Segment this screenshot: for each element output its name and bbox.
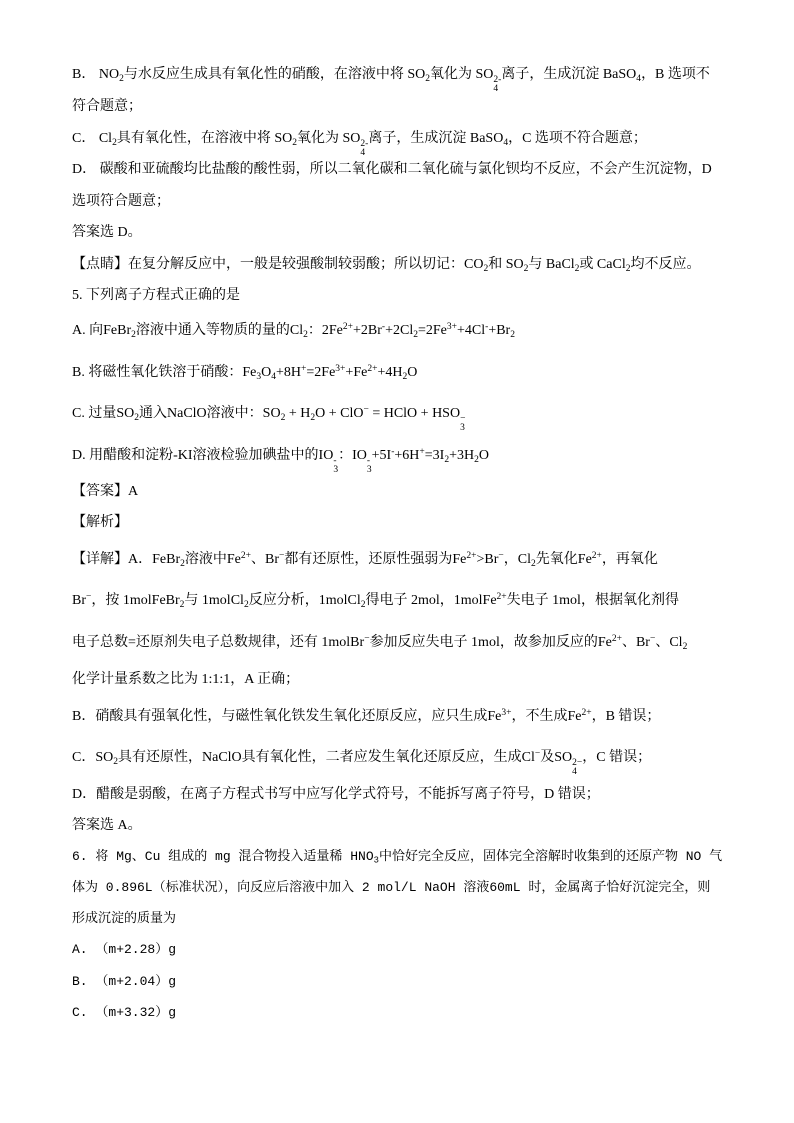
q5-option-d <box>72 446 489 475</box>
subscript: 2 <box>243 599 249 610</box>
q5-detail-option-c <box>72 748 652 777</box>
text-run: B． NO <box>72 67 120 82</box>
q6-stem-line-2 <box>72 878 710 898</box>
text-run: 化学计量系数之比为 1:1:1，A 正确； <box>72 672 300 687</box>
text-run: ，不生成Fe <box>511 709 582 724</box>
superscript: − <box>279 550 285 561</box>
subscript: 2 <box>523 263 529 274</box>
q4-tip <box>72 255 700 275</box>
text-run: +5I <box>371 448 392 463</box>
text-run: 、Br <box>251 552 280 567</box>
superscript: 2+ <box>342 321 354 332</box>
text-run: B．硝酸具有强氧化性，与磁性氧化铁发生氧化还原反应，应只生成Fe <box>72 709 502 724</box>
subscript: 2 <box>310 412 316 423</box>
text-run: 溶液中通入等物质的量的Cl <box>135 323 304 338</box>
q6-option-c <box>72 1003 176 1023</box>
subscript: 4 <box>271 371 276 382</box>
q5-answer <box>72 482 138 502</box>
subscript: 2 <box>134 412 139 423</box>
subscript: 2 <box>180 558 185 569</box>
text-run: 形成沉淀的质量为 <box>72 911 177 926</box>
superscript: - <box>381 321 386 332</box>
text-run: 具有氧化性，在溶液中将 SO <box>116 131 293 146</box>
q5-detail-option-d <box>72 785 600 805</box>
text-run: 离子，生成沉淀 BaSO <box>501 67 637 82</box>
subscript: 2 <box>402 371 408 382</box>
text-run: ，Cl <box>503 552 532 567</box>
text-run: 电子总数=还原剂失电子总数规律，还有 1molBr <box>72 635 365 650</box>
superscript: + <box>301 363 307 374</box>
subscript: 2 <box>292 137 298 148</box>
subscript: 2 <box>531 558 536 569</box>
text-run: A. （m+2.28）g <box>72 942 177 957</box>
superscript: 3+ <box>446 321 458 332</box>
subscript: 2 <box>131 329 136 340</box>
text-run: 与 BaCl <box>528 257 575 272</box>
text-run: 【详解】A．FeBr <box>72 552 181 567</box>
q5-option-b <box>72 363 417 383</box>
text-run: 氧化为 SO <box>297 131 361 146</box>
q5-detail-line-2 <box>72 591 679 611</box>
text-run: +4Cl <box>457 323 486 338</box>
q5-conclusion <box>72 816 142 836</box>
superscript: 2+ <box>240 550 252 561</box>
subscript: 2 <box>574 263 580 274</box>
subscript: 3 <box>333 464 339 475</box>
q5-analysis-label <box>72 513 128 533</box>
subscript: 4 <box>636 73 642 84</box>
subscript: 2 <box>444 454 450 465</box>
superscript: 2- <box>360 139 369 150</box>
text-run: =3I <box>424 448 445 463</box>
text-run: 和 SO <box>488 257 524 272</box>
subscript: 3 <box>373 855 379 866</box>
text-run: 答案选 A。 <box>72 818 142 833</box>
superscript: 2- <box>493 75 502 86</box>
text-run: +3H <box>449 448 475 463</box>
text-run: ：IO <box>338 448 367 463</box>
text-run: 选项符合题意； <box>72 194 170 209</box>
subscript: 3 <box>366 464 372 475</box>
text-run: B. （m+2.04）g <box>72 974 177 989</box>
text-run: +Br <box>488 323 511 338</box>
superscript: − <box>364 633 370 644</box>
text-run: +6H <box>394 448 420 463</box>
text-run: 及SO <box>540 750 573 765</box>
text-run: D. 用醋酸和淀粉-KI溶液检验加碘盐中的IO <box>72 448 334 463</box>
text-run: ，C 选项不符合题意； <box>508 131 647 146</box>
superscript: - <box>391 446 395 457</box>
subscript: 2 <box>413 329 418 340</box>
charge-index-stack <box>572 759 582 777</box>
subscript: 3 <box>256 371 262 382</box>
text-run: C． Cl <box>72 131 113 146</box>
superscript: 2− <box>572 758 583 769</box>
q5-detail-line-4 <box>72 670 299 690</box>
text-run: ：2Fe <box>307 323 343 338</box>
subscript: 4 <box>493 83 499 94</box>
text-run: 溶液中Fe <box>184 552 241 567</box>
text-run: +Fe <box>345 365 368 380</box>
text-run: B. 将磁性氧化铁溶于硝酸：Fe <box>72 365 257 380</box>
text-run: 通入NaClO溶液中：SO <box>139 406 281 421</box>
q5-stem <box>72 286 240 306</box>
text-run: +4H <box>377 365 403 380</box>
charge-index-stack <box>460 415 465 433</box>
text-run: ，B 选项不 <box>641 67 710 82</box>
superscript: − <box>460 414 466 425</box>
q6-stem-line-3 <box>72 909 176 929</box>
text-run: >Br <box>476 552 499 567</box>
subscript: 3 <box>460 422 465 433</box>
text-run: 符合题意； <box>72 99 142 114</box>
text-run: O <box>261 365 272 380</box>
subscript: 4 <box>360 147 366 158</box>
text-run: C．SO <box>72 750 114 765</box>
superscript: - <box>366 456 371 467</box>
text-run: 6. 将 Mg、Cu 组成的 mg 混合物投入适量稀 HNO <box>72 849 374 864</box>
subscript: 2 <box>113 756 118 767</box>
subscript: 2 <box>360 599 366 610</box>
subscript: 2 <box>510 329 515 340</box>
text-run: C. （m+3.32）g <box>72 1005 177 1020</box>
text-run: 离子，生成沉淀 BaSO <box>368 131 504 146</box>
superscript: 2+ <box>591 550 602 561</box>
superscript: − <box>534 748 541 759</box>
subscript: 2 <box>474 454 479 465</box>
subscript: 2 <box>682 641 688 652</box>
text-run: =2Fe <box>306 365 336 380</box>
subscript: 2 <box>425 73 430 84</box>
text-run: 【解析】 <box>72 515 128 530</box>
text-run: 得电子 2mol，1molFe <box>365 593 497 608</box>
superscript: - <box>485 321 489 332</box>
q5-detail-line-1 <box>72 550 658 570</box>
superscript: - <box>333 456 337 467</box>
q5-option-c <box>72 404 466 433</box>
text-run: O + ClO <box>315 406 364 421</box>
q5-detail-line-3 <box>72 633 687 653</box>
text-run: D．醋酸是弱酸，在离子方程式书写中应写化学式符号，不能拆写离子符号，D 错误； <box>72 787 600 802</box>
text-run: 或 CaCl <box>579 257 626 272</box>
text-run: 氧化为 SO <box>430 67 494 82</box>
text-run: Br <box>72 593 86 608</box>
q5-option-a <box>72 321 515 341</box>
text-run: 均不反应。 <box>630 257 701 272</box>
q4-option-d-line-1 <box>72 160 712 180</box>
subscript: 4 <box>572 766 577 777</box>
text-run: ，按 1molFeBr <box>91 593 180 608</box>
text-run: + H <box>285 406 311 421</box>
text-run: +2Cl <box>385 323 414 338</box>
text-run: 具有还原性，NaClO具有氧化性，二者应发生氧化还原反应，生成Cl <box>118 750 535 765</box>
subscript: 2 <box>179 599 185 610</box>
q6-option-b <box>72 972 176 992</box>
superscript: 3+ <box>501 707 512 718</box>
text-run: ，C 错误； <box>582 750 652 765</box>
superscript: − <box>86 591 92 602</box>
text-run: 体为 0.896L（标准状况），向反应后溶液中加入 2 mol/L NaOH 溶液60mL 时，金属离子恰好沉淀完全，则 <box>72 880 711 895</box>
text-run: =2Fe <box>417 323 447 338</box>
text-run: ，再氧化 <box>601 552 658 567</box>
superscript: 2+ <box>466 550 477 561</box>
superscript: 2+ <box>611 633 622 644</box>
text-run: 中恰好完全反应，固体完全溶解时收集到的还原产物 NO 气 <box>378 849 723 864</box>
text-run: 【答案】A <box>72 484 139 499</box>
superscript: 3+ <box>335 363 346 374</box>
text-run: 5. 下列离子方程式正确的是 <box>72 288 240 303</box>
text-run: 【点睛】在复分解反应中，一般是较强酸制较弱酸；所以切记：CO <box>72 257 484 272</box>
text-run: D． 碳酸和亚硫酸均比盐酸的酸性弱，所以二氧化碳和二氧化硫与氯化钡均不反应，不会产生沉淀物，D <box>72 162 712 177</box>
q4-option-b-line-2 <box>72 97 142 117</box>
subscript: 2 <box>625 263 631 274</box>
subscript: 4 <box>503 137 509 148</box>
q4-answer <box>72 223 142 243</box>
q6-stem-line-1 <box>72 847 722 867</box>
subscript: 2 <box>303 329 308 340</box>
text-run: = HClO + HSO <box>368 406 461 421</box>
superscript: 2+ <box>496 591 507 602</box>
superscript: − <box>649 633 656 644</box>
text-run: 失电子 1mol，根据氧化剂得 <box>506 593 679 608</box>
subscript: 2 <box>112 137 117 148</box>
q6-option-a <box>72 940 176 960</box>
superscript: + <box>419 446 425 457</box>
text-run: 反应分析，1molCl <box>248 593 361 608</box>
q4-option-b-line-1 <box>72 65 710 94</box>
subscript: 2 <box>119 73 124 84</box>
text-run: 都有还原性，还原性强弱为Fe <box>284 552 467 567</box>
subscript: 2 <box>280 412 286 423</box>
subscript: 2 <box>483 263 489 274</box>
text-run: 、Cl <box>655 635 683 650</box>
q4-option-d-line-2 <box>72 192 170 212</box>
text-run: +8H <box>276 365 302 380</box>
text-run: O <box>478 448 489 463</box>
superscript: − <box>498 550 504 561</box>
text-run: 与水反应生成具有氧化性的硝酸，在溶液中将 SO <box>123 67 426 82</box>
q5-detail-option-b <box>72 707 660 727</box>
text-run: +2Br <box>353 323 382 338</box>
text-run: 先氧化Fe <box>535 552 592 567</box>
text-run: 答案选 D。 <box>72 225 142 240</box>
superscript: 2+ <box>581 707 592 718</box>
text-run: 参加反应失电子 1mol，故参加反应的Fe <box>369 635 612 650</box>
text-run: 、Br <box>621 635 650 650</box>
text-run: O <box>407 365 418 380</box>
text-run: C. 过量SO <box>72 406 135 421</box>
superscript: 2+ <box>367 363 378 374</box>
text-run: 与 1molCl <box>184 593 244 608</box>
text-run: A. 向FeBr <box>72 323 132 338</box>
superscript: − <box>363 404 369 415</box>
text-run: ，B 错误； <box>591 709 661 724</box>
q4-option-c <box>72 129 647 158</box>
